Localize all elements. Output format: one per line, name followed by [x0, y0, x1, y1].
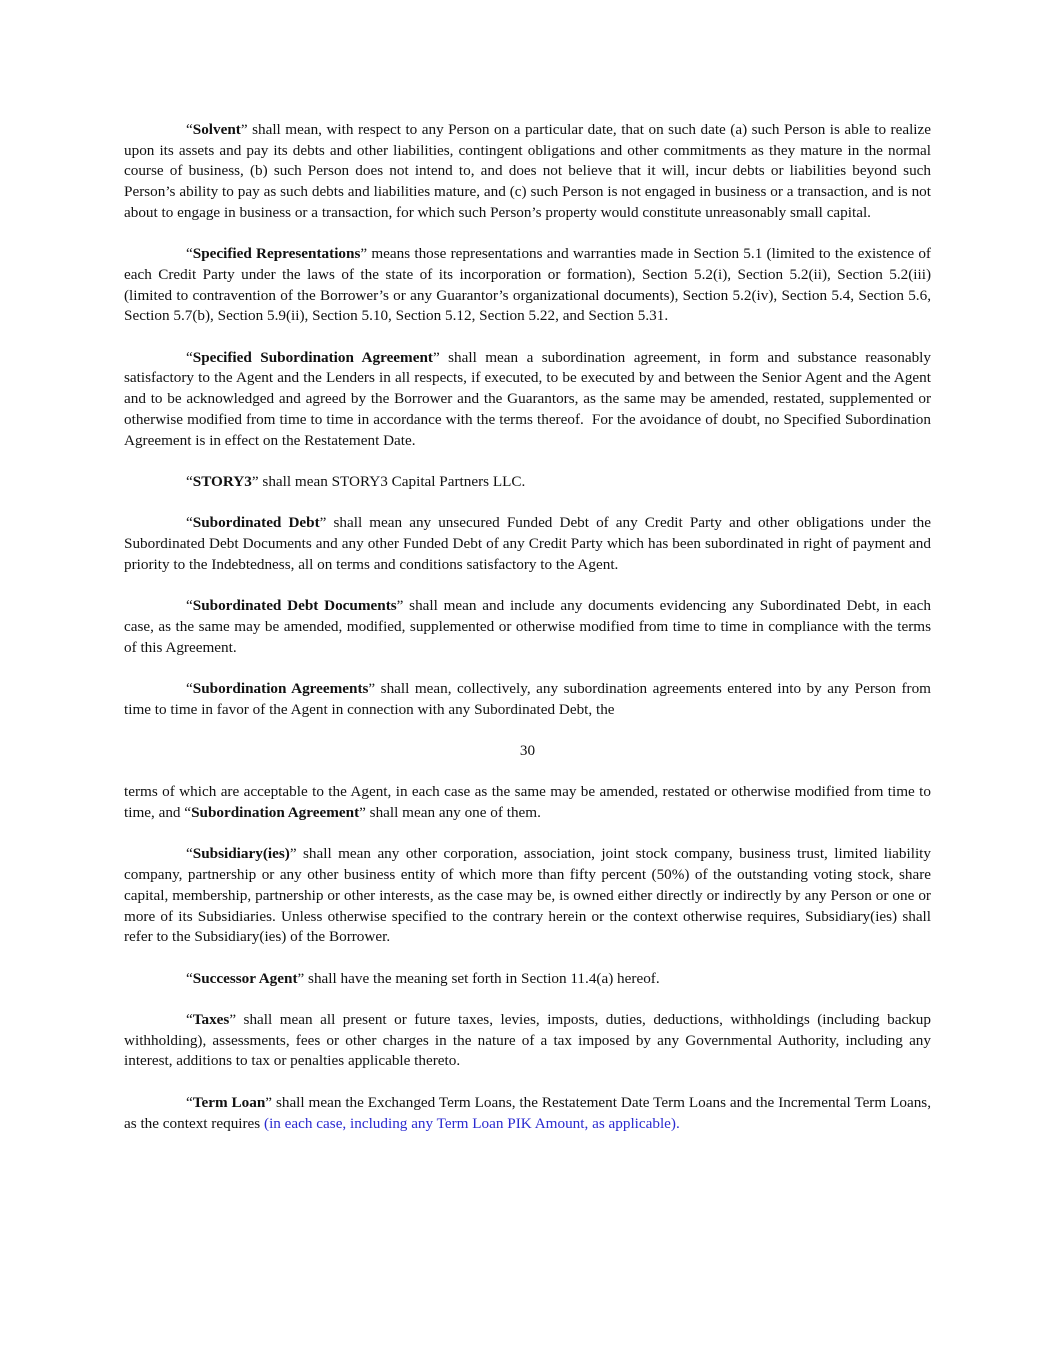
defined-term: Solvent [192, 121, 241, 138]
definition-text: ” shall mean and include any documents evidencing any Subordinated Debt, in each case, as the same may be amended, modified, supplemented or otherwise modified from time to time in compliance with the terms of this Agreement. [124, 597, 931, 656]
definition-story3: “STORY3” shall mean STORY3 Capital Partners LLC. [186, 472, 526, 490]
definition-text: ” shall have the meaning set forth in Section 11.4(a) hereof. [297, 969, 660, 987]
definition-text: ” shall mean, with respect to any Person on a particular date, that on such date (a) such Person is able to realize upon its assets and pay its debts and other liabilities, contingent obligations and other commitments as they mature in the normal course of business, (b) such Person does not intend to, and does not believe that it will, incur debts or liabilities beyond such Person’s ability to pay as such debts and liabilities mature, and (c) such Person is not engaged in business or a transaction, and is not about to engage in business or a transaction, for which such Person’s property would constitute unreasonably small capital. [124, 121, 931, 221]
definition-subsidiaries: “Subsidiary(ies)” shall mean any other corporation, association, joint stock company, business trust, limited liability company, partnership or any other business entity of which more than fifty percent (50%) of the outstanding voting stock, share capital, membership, partnership or other interests, as the case may be, is owned either directly or indirectly by any Person or one or more of its Subsidiaries. Unless otherwise specified to the contrary herein or the context otherwise requires, Subsidiary(ies) shall refer to the Subsidiary(ies) of the Borrower. [124, 845, 931, 946]
defined-term: Subordination Agreements [192, 679, 369, 697]
definition-text: ” shall mean any unsecured Funded Debt of any Credit Party and other obligations under the Subordinated Debt Documents and any other Funded Debt of any Credit Party which has been subordinated in right of payment and priority to the Indebtedness, all on terms and conditions satisfactory to the Agent. [124, 514, 931, 573]
defined-term: Successor Agent [192, 969, 298, 987]
definition-text: ” shall mean a subordination agreement, in form and substance reasonably satisfactory to the Agent and the Lenders in all respects, if executed, to be executed by and between the Senior Agent and the Agent and to be acknowledged and agreed by the Borrower and the Guarantors, as the same may be amended, restated, supplemented or otherwise modified from time to time in accordance with the terms thereof. For the avoidance of doubt, no Specified Subordination Agreement is in effect on the Restatement Date. [124, 348, 935, 449]
definition-subordinated-debt: “Subordinated Debt” shall mean any unsecured Funded Debt of any Credit Party and other obligations under the Subordinated Debt Documents and any other Funded Debt of any Credit Party which has been subordinated in right of payment and priority to the Indebtedness, all on terms and conditions satisfactory to the Agent. [124, 514, 931, 573]
defined-term: Subordinated Debt Documents [192, 597, 397, 615]
defined-term: Subordinated Debt [192, 514, 320, 532]
defined-term: Term Loan [192, 1093, 266, 1111]
definition-specified-representations: “Specified Representations” means those representations and warranties made in Section 5.1 (limited to the existence of each Credit Party under the laws of the state of its incorporation or formation), Section 5.2(i), Section 5.2(ii), Section 5.2(iii) (limited to contravention of the Borrower’s or any Guarantor’s organizational documents), Section 5.2(iv), Section 5.4, Section 5.6, Section 5.7(b), Section 5.9(ii), Section 5.10, Section 5.12, Section 5.22, and Section 5.31. [124, 245, 931, 325]
definition-subordination-agreements: “Subordination Agreements” shall mean, collectively, any subordination agreements entered into by any Person from time to time in favor of the Agent in connection with any Subordinated Debt, the [124, 679, 931, 718]
defined-term: Specified Representations [192, 245, 361, 263]
defined-term: STORY3 [192, 472, 252, 490]
definition-text: ” shall mean the Exchanged Term Loans, the Restatement Date Term Loans and the Incremental Term Loans, as the context requires [124, 1093, 932, 1132]
definition-successor-agent: “Successor Agent” shall have the meaning set forth in Section 11.4(a) hereof. [186, 969, 660, 987]
inserted-text: (in each case, including any Term Loan PIK Amount, as applicable) [264, 1114, 676, 1132]
document-page [124, 120, 935, 1155]
definition-specified-subordination-agreement: “Specified Subordination Agreement” shall mean a subordination agreement, in form and substance reasonably satisfactory to the Agent and the Lenders in all respects, if executed, to be executed by and between the Senior Agent and the Agent and to be acknowledged and agreed by the Borrower and the Guarantors, as the same may be amended, restated, supplemented or otherwise modified from time to time in accordance with the terms thereof. For the avoidance of doubt, no Specified Subordination Agreement is in effect on the Restatement Date. [124, 348, 935, 449]
definition-text: ” shall mean STORY3 Capital Partners LLC. [251, 472, 526, 490]
defined-term: Specified Subordination Agreement [192, 348, 433, 366]
definition-text: terms of which are acceptable to the Agent, in each case as the same may be amended, restated or otherwise modified from time to time, and “ [124, 783, 931, 822]
definition-text: ” means those representations and warranties made in Section 5.1 (limited to the existence of each Credit Party under the laws of the state of its incorporation or formation), Section 5.2(i), Section 5.2(ii), Section 5.2(iii) (limited to contravention of the Borrower’s or any Guarantor’s organizational documents), Section 5.2(iv), Section 5.4, Section 5.6, Section 5.7(b), Section 5.9(ii), Section 5.10, Section 5.12, Section 5.22, and Section 5.31. [124, 245, 931, 325]
defined-term: Subordination Agreement [191, 804, 360, 822]
definition-text: ” shall mean, collectively, any subordination agreements entered into by any Person from time to time in favor of the Agent in connection with any Subordinated Debt, the [124, 679, 931, 718]
definition-text: ” shall mean all present or future taxes, levies, imposts, duties, deductions, withholdings (including backup withholding), assessments, fees or other charges in the nature of a tax imposed by any Governmental Authority, including any interest, additions to tax or penalties applicable thereto. [124, 1011, 931, 1070]
defined-term: Subsidiary(ies) [192, 845, 290, 863]
page-number: 30 [519, 741, 536, 759]
definition-subordination-agreements-continued [124, 782, 931, 823]
definition-solvent: “Solvent” shall mean, with respect to any Person on a particular date, that on such date (a) such Person is able to realize upon its assets and pay its debts and other liabilities, contingent obligations and other commitments as they mature in the normal course of business, (b) such Person does not intend to, and does not believe that it will, incur debts or liabilities beyond such Person’s ability to pay as such debts and liabilities mature, and (c) such Person is not engaged in business or a transaction, and is not about to engage in business or a transaction, for which such Person’s property would constitute unreasonably small capital. [124, 121, 931, 221]
definition-taxes: “Taxes” shall mean all present or future taxes, levies, imposts, duties, deductions, withholdings (including backup withholding), assessments, fees or other charges in the nature of a tax imposed by any Governmental Authority, including any interest, additions to tax or penalties applicable thereto. [124, 1011, 931, 1070]
inserted-text-end: . [675, 1114, 680, 1132]
definition-text: ” shall mean any other corporation, association, joint stock company, business trust, limited liability company, partnership or any other business entity of which more than fifty percent (50%) of the outstanding voting stock, share capital, membership, partnership or other interests, as the case may be, is owned either directly or indirectly by any Person or one or more of its Subsidiaries. Unless otherwise specified to the contrary herein or the context otherwise requires, Subsidiary(ies) shall refer to the Subsidiary(ies) of the Borrower. [124, 845, 931, 946]
defined-term: Taxes [192, 1011, 230, 1029]
definition-term-loan: “Term Loan” shall mean the Exchanged Term Loans, the Restatement Date Term Loans and the Incremental Term Loans, as the context requires (in each case, including any Term Loan PIK Amount, as applicable). [124, 1093, 932, 1132]
definition-subordinated-debt-documents: “Subordinated Debt Documents” shall mean and include any documents evidencing any Subordinated Debt, in each case, as the same may be amended, modified, supplemented or otherwise modified from time to time in compliance with the terms of this Agreement. [124, 597, 931, 656]
definition-text: ” shall mean any one of them. [359, 804, 541, 822]
